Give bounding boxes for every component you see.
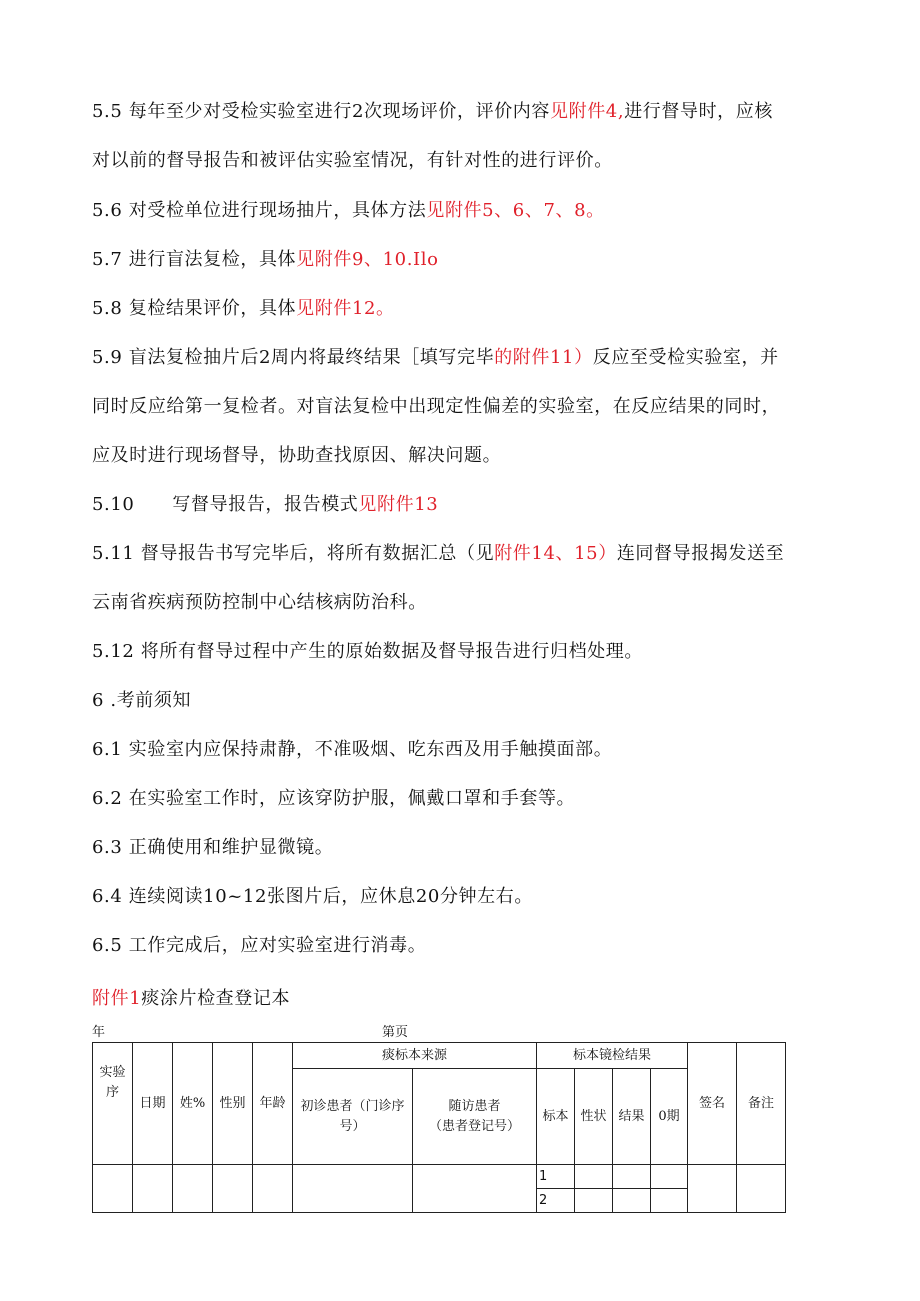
para-5-5-line1 bbox=[92, 100, 773, 124]
cell bbox=[93, 1165, 133, 1213]
header-name: 姓% bbox=[173, 1043, 213, 1165]
header-result: 结果 bbox=[613, 1069, 651, 1165]
page-label: 第页 bbox=[382, 1025, 409, 1040]
cell bbox=[293, 1165, 413, 1213]
header-specimen-source: 痰标本来源 bbox=[293, 1043, 537, 1069]
cell bbox=[651, 1189, 688, 1213]
text: 5.6 对受检单位进行现场抽片，具体方法 bbox=[92, 200, 427, 221]
section-6-heading: 6 .考前须知 bbox=[92, 690, 192, 711]
cell bbox=[575, 1189, 613, 1213]
text: 5.9 盲法复检抽片后2周内将最终结果［填写完毕 bbox=[92, 347, 495, 368]
cell bbox=[413, 1165, 537, 1213]
attachment-ref: 见附件4, bbox=[550, 101, 625, 122]
para-6-5: 6.5 工作完成后，应对实验室进行消毒。 bbox=[92, 935, 427, 956]
year-label: 年 bbox=[92, 1025, 106, 1040]
text: 痰涂片检查登记本 bbox=[141, 988, 291, 1009]
para-5-7 bbox=[92, 248, 439, 272]
text: 5.5 每年至少对受检实验室进行2次现场评价，评价内容 bbox=[92, 101, 550, 122]
header-remarks: 备注 bbox=[737, 1043, 786, 1165]
header-age: 年龄 bbox=[253, 1043, 293, 1165]
register-table bbox=[92, 1042, 786, 1213]
para-5-6 bbox=[92, 199, 605, 223]
cell bbox=[213, 1165, 253, 1213]
cell bbox=[613, 1189, 651, 1213]
attachment-label: 附件1 bbox=[92, 988, 142, 1009]
para-5-8 bbox=[92, 297, 395, 321]
cell bbox=[575, 1165, 613, 1189]
header-date: 日期 bbox=[133, 1043, 173, 1165]
header-follow-up: 随访患者 （患者登记号） bbox=[413, 1069, 537, 1165]
para-5-10 bbox=[92, 493, 438, 517]
para-5-9-line1 bbox=[92, 346, 779, 370]
text: 反应至受检实验室，并 bbox=[592, 347, 779, 368]
header-lab-seq: 实验 序 bbox=[93, 1043, 133, 1165]
header-row-1 bbox=[93, 1043, 786, 1069]
cell bbox=[613, 1165, 651, 1189]
para-5-12: 5.12 将所有督导过程中产生的原始数据及督导报告进行归档处理。 bbox=[92, 641, 643, 662]
specimen-number: 2 bbox=[537, 1189, 575, 1213]
attachment-ref: 见附件13 bbox=[358, 494, 439, 515]
attachment-ref: 见附件9、10.Ilo bbox=[296, 249, 439, 270]
header-microscopy-result: 标本镜检结果 bbox=[537, 1043, 688, 1069]
table-row bbox=[93, 1165, 786, 1189]
header-appearance: 性状 bbox=[575, 1069, 613, 1165]
para-5-11-line2: 云南省疾病预防控制中心结核病防治科。 bbox=[92, 592, 427, 613]
text: 5.10 写督导报告，报告模式 bbox=[92, 494, 359, 515]
para-6-3: 6.3 正确使用和维护显微镜。 bbox=[92, 837, 334, 858]
header-specimen: 标本 bbox=[537, 1069, 575, 1165]
cell bbox=[688, 1165, 737, 1213]
attachment-1-title bbox=[92, 987, 290, 1011]
para-5-9-line2: 同时反应给第一复检者。对盲法复检中出现定性偏差的实验室，在反应结果的同时， bbox=[92, 396, 781, 417]
header-phase: 0期 bbox=[651, 1069, 688, 1165]
cell bbox=[651, 1165, 688, 1189]
attachment-ref: 的附件11） bbox=[494, 347, 593, 368]
text: 5.7 进行盲法复检，具体 bbox=[92, 249, 297, 270]
attachment-ref: 见附件5、6、7、8。 bbox=[426, 200, 605, 221]
para-5-11-line1 bbox=[92, 542, 784, 566]
cell bbox=[737, 1165, 786, 1213]
para-6-1: 6.1 实验室内应保持肃静，不准吸烟、吃东西及用手触摸面部。 bbox=[92, 739, 613, 760]
header-signature: 签名 bbox=[688, 1043, 737, 1165]
text: 5.8 复检结果评价，具体 bbox=[92, 298, 297, 319]
header-sex: 性别 bbox=[213, 1043, 253, 1165]
specimen-number: 1 bbox=[537, 1165, 575, 1189]
cell bbox=[173, 1165, 213, 1213]
para-6-2: 6.2 在实验室工作时，应该穿防护服，佩戴口罩和手套等。 bbox=[92, 788, 576, 809]
para-5-9-line3: 应及时进行现场督导，协助查找原因、解决问题。 bbox=[92, 445, 502, 466]
para-6-4: 6.4 连续阅读10~12张图片后，应休息20分钟左右。 bbox=[92, 886, 533, 907]
text: 进行督导时，应核 bbox=[624, 101, 773, 122]
attachment-ref: 附件14、15） bbox=[494, 543, 617, 564]
text: 连同督导报揭发送至 bbox=[616, 543, 785, 564]
cell bbox=[133, 1165, 173, 1213]
text: 5.11 督导报告书写完毕后，将所有数据汇总（见 bbox=[92, 543, 495, 564]
attachment-ref: 见附件12。 bbox=[296, 298, 395, 319]
para-5-5-line2: 对以前的督导报告和被评估实验室情况，有针对性的进行评价。 bbox=[92, 150, 613, 171]
cell bbox=[253, 1165, 293, 1213]
header-first-visit: 初诊患者（门诊序 号） bbox=[293, 1069, 413, 1165]
